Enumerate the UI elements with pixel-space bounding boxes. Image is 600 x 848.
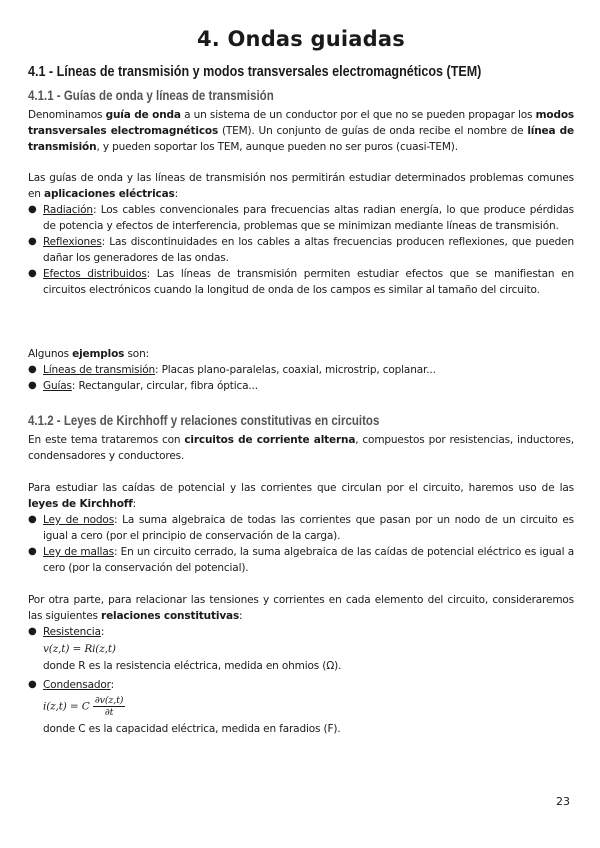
list-ejemplos — [28, 362, 574, 394]
subsection-heading-4-1-1: 4.1.1 - Guías de onda y líneas de transmisión — [28, 88, 274, 103]
bullet-icon: ● — [28, 679, 37, 690]
bullet-icon: ● — [28, 514, 37, 525]
list-item: ● Radiación: Los cables convencionales para frecuencias altas radian energía, lo que produce pérdidas de potencia y efectos de interferencia, problemas que se minimizan mediante líneas de transmisión. — [28, 204, 574, 232]
list-item: ● Líneas de transmisión: Placas plano-paralelas, coaxial, microstrip, coplanar... — [28, 364, 436, 376]
list-relaciones — [28, 624, 574, 737]
resistencia-description: donde R es la resistencia eléctrica, medida en ohmios (Ω). — [43, 660, 342, 672]
condensador-description: donde C es la capacidad eléctrica, medida en faradios (F). — [43, 723, 341, 735]
bullet-icon: ● — [28, 546, 37, 557]
paragraph-ejemplos: Algunos ejemplos son: — [28, 348, 149, 360]
list-kirchhoff — [28, 512, 574, 576]
paragraph-corriente-alterna: En este tema trataremos con circuitos de corriente alterna, compuestos por resistencias, inductores, condensadores y conductores. — [28, 434, 574, 462]
list-item: ● Ley de mallas: En un circuito cerrado, la suma algebraica de las caídas de potencial eléctrico es igual a cero (por la conservación del potencial). — [28, 546, 575, 574]
section-heading-4-1: 4.1 - Líneas de transmisión y modos transversales electromagnéticos (TEM) — [28, 64, 482, 80]
paragraph-kirchhoff: Para estudiar las caídas de potencial y las corrientes que circulan por el circuito, haremos uso de las leyes de Kirchhoff: — [28, 482, 574, 510]
bullet-icon: ● — [28, 236, 37, 247]
paragraph-guia-de-onda: Denominamos guía de onda a un sistema de un conductor por el que no se pueden propagar los modos transversales electromagnéticos (TEM). Un conjunto de guías de onda recibe el nombre de línea de transmisión, y pueden soportar los TEM, aunque pueden no ser puros (cuasi-TEM). — [28, 109, 574, 153]
bullet-icon: ● — [28, 268, 37, 279]
formula-resistencia: v(z,t) = Ri(z,t) — [43, 643, 116, 655]
formula-condensador: i(z,t) = C $\frac{\partial v(z,t)}{\partial t}$ — [43, 695, 124, 718]
list-item: ● Reflexiones: Las discontinuidades en los cables a altas frecuencias producen reflexiones, que pueden dañar los generadores de las ondas. — [28, 236, 574, 264]
list-item-resistencia: ● Resistencia: v(z,t) = Ri(z,t) donde R es la resistencia eléctrica, medida en ohmios (Ω). — [28, 624, 574, 674]
bullet-icon: ● — [28, 380, 37, 391]
paragraph-aplicaciones: Las guías de onda y las líneas de transmisión nos permitirán estudiar determinados problemas comunes en aplicaciones eléctricas: — [28, 172, 574, 200]
list-item-condensador: ● Condensador: i(z,t) = C $\frac{\partial v(z,t)}{\partial t}$ donde C es la capacidad eléctrica, medida en faradios (F). — [28, 677, 574, 737]
bullet-icon: ● — [28, 364, 37, 375]
page-title: 4. Ondas guiadas — [197, 27, 405, 51]
bullet-icon: ● — [28, 204, 37, 215]
list-item: ● Ley de nodos: La suma algebraica de todas las corrientes que pasan por un nodo de un circuito es igual a cero (por el principio de conservación de la carga). — [28, 514, 574, 542]
fraction: $\frac{\partial v(z,t)}{\partial t}$ — [94, 695, 124, 718]
list-item: ● Guías: Rectangular, circular, fibra óptica... — [28, 380, 258, 392]
subsection-heading-4-1-2: 4.1.2 - Leyes de Kirchhoff y relaciones constitutivas en circuitos — [28, 413, 380, 428]
list-item: ● Efectos distribuidos: Las líneas de transmisión permiten estudiar efectos que se manifiestan en circuitos electrónicos cuando la longitud de onda de los campos es similar al tamaño del circuito. — [28, 268, 574, 296]
page-number: 23 — [556, 795, 570, 808]
bullet-icon: ● — [28, 626, 37, 637]
paragraph-relaciones: Por otra parte, para relacionar las tensiones y corrientes en cada elemento del circuito, consideraremos las siguientes relaciones constitutivas: — [28, 594, 574, 622]
list-aplicaciones — [28, 202, 574, 298]
